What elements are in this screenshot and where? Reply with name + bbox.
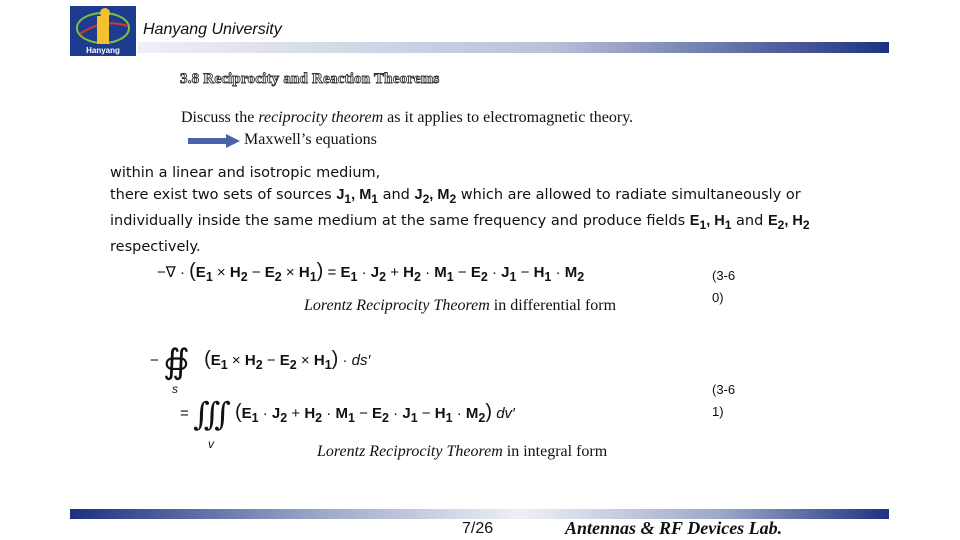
equation-volume-integral: = ∭ $(E_1 \cdot J_2 + H_2 \cdot M_1 - E_2 \cdot J_1 - H_1 \cdot M_2)$ dv′ (180, 395, 515, 433)
header-bar (138, 42, 889, 53)
para-line-1: within a linear and isotropic medium, (110, 165, 381, 181)
caption-differential: Lorentz Reciprocity Theorem in differential form (304, 297, 617, 314)
university-name: Hanyang University (143, 21, 282, 38)
hanyang-logo (70, 6, 136, 56)
lab-name: Antennas & RF Devices Lab. (565, 518, 783, 538)
para-line-4: respectively. (110, 238, 201, 255)
volume-symbol: v (208, 437, 214, 451)
page-number: 7/26 (462, 520, 494, 537)
intro-before: Discuss the (181, 109, 259, 126)
caption-integral: Lorentz Reciprocity Theorem in integral form (317, 443, 608, 460)
equation-surface-integral: − ∯ $_s$ $(E_1 \times H_2 - E_2 \times H_1) \cdot ds'$ (150, 342, 371, 396)
logo-text: Hanyang (86, 46, 120, 55)
equation-number-1: (3-60) (712, 268, 736, 305)
intro-italic: reciprocity theorem (258, 109, 384, 126)
para-line-3: individually inside the same medium at the same frequency and produce fields $E_1$, $H_1$ and $E_2$, $H_2$ (110, 212, 810, 232)
sources-paragraph (110, 162, 830, 258)
intro-after: as it applies to electromagnetic theory. (383, 109, 634, 126)
equation-differential: −∇ · $(E_1 \times H_2 - E_2 \times H_1) = E_1 \cdot J_2 + H_2 \cdot M_1 - E_2 \cdot J_1 - H_1 \cdot M_2$ (157, 260, 585, 284)
right-arrow-icon (188, 134, 240, 148)
para-line-2: there exist two sets of sources $J_1$, $M_1$ and $J_2$, $M_2$ which are allowed to radiate simultaneously or (110, 187, 801, 206)
equation-number-2: (3-61) (712, 382, 736, 419)
slide-title: 3.8 Reciprocity and Reaction Theorems (180, 71, 440, 87)
intro-text (181, 109, 633, 127)
maxwell-equations: Maxwell’s equations (244, 131, 377, 148)
